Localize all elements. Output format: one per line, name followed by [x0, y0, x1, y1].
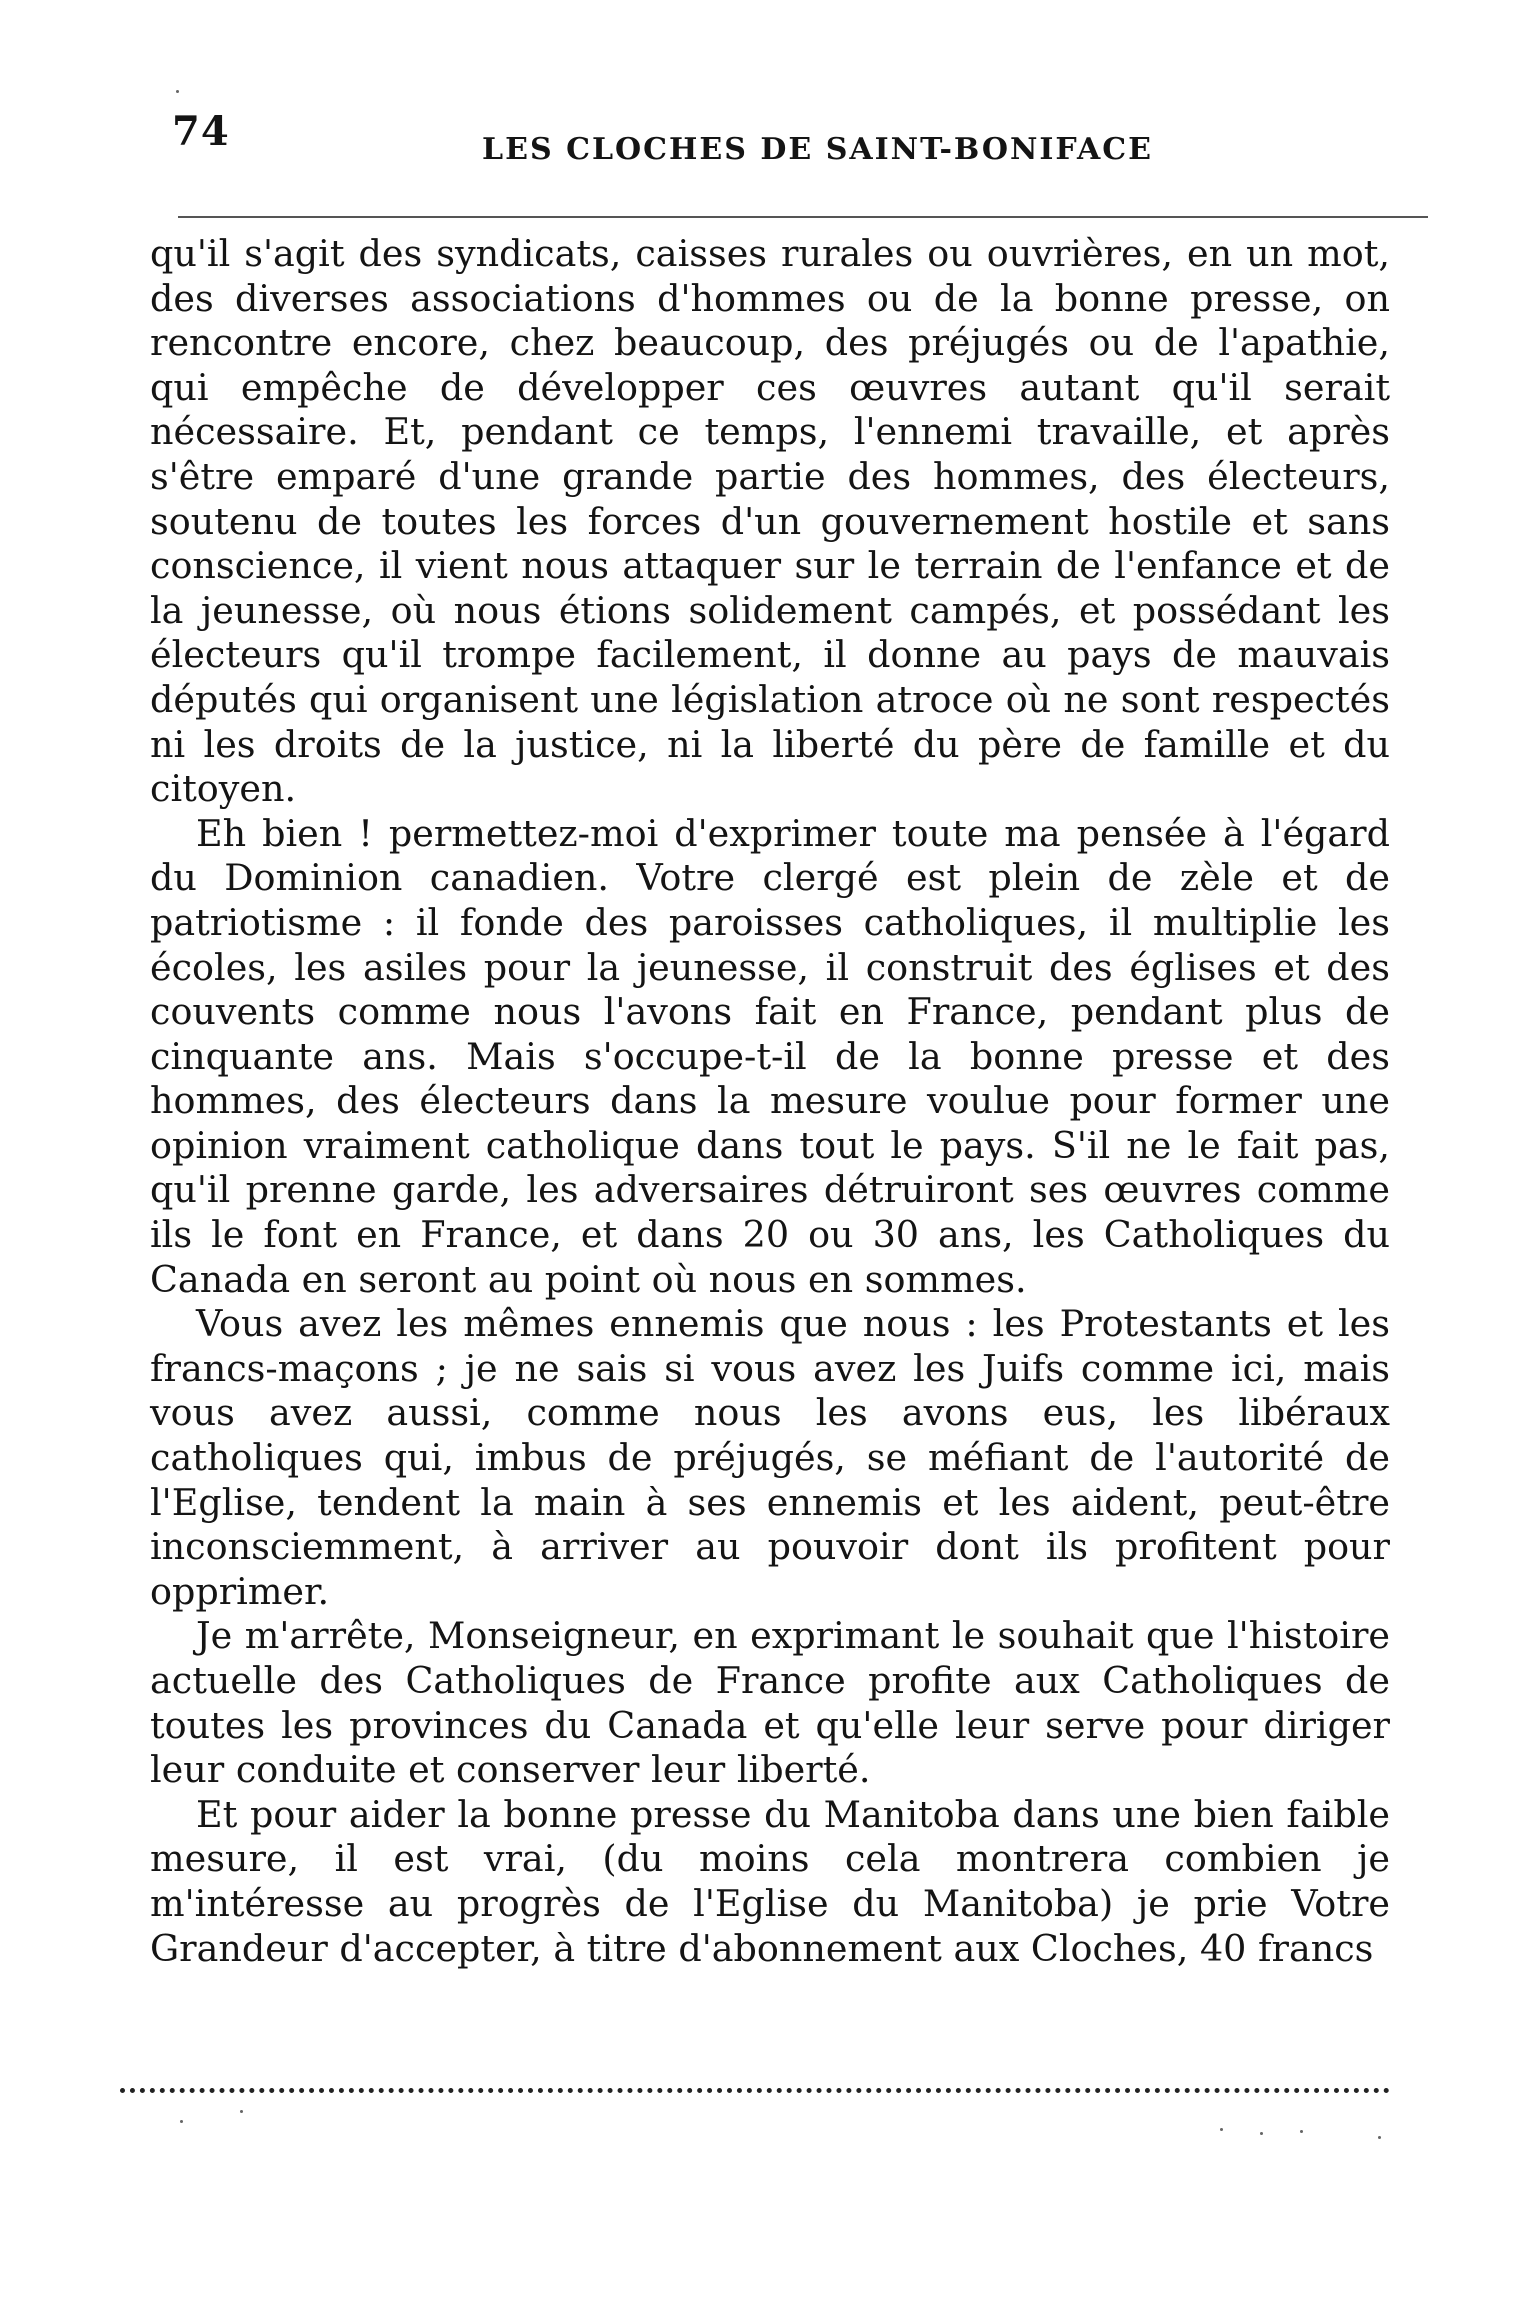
print-speck: [180, 2120, 183, 2123]
paragraph-2: Eh bien ! permettez-moi d'exprimer toute ma pensée à l'égard du Dominion canadien. Votre clergé est plein de zèle et de patriotisme : il fonde des paroisses catholiques, il multiplie les écoles, les asiles pour la jeunesse, il construit des églises et des couvents comme nous l'avons fait en France, pendant plus de cinquante ans. Mais s'occupe-t-il de la bonne presse et des hommes, des électeurs dans la mesure voulue pour former une opinion vraiment catholique dans tout le pays. S'il ne le fait pas, qu'il prenne garde, les adversaires détruiront ses œuvres comme ils le font en France, et dans 20 ou 30 ans, les Catholiques du Canada en seront au point où nous en sommes.: [150, 811, 1390, 1301]
print-speck: [1220, 2128, 1223, 2131]
paragraph-3: Vous avez les mêmes ennemis que nous : les Protestants et les francs-maçons ; je ne sais si vous avez les Juifs comme ici, mais vous avez aussi, comme nous les avons eus, les libéraux catholiques qui, imbus de préjugés, se méfiant de l'autorité de l'Eglise, tendent la main à ses ennemis et les aident, peut-être inconsciemment, à arriver au pouvoir dont ils profitent pour opprimer.: [150, 1302, 1390, 1613]
header-rule: [178, 216, 1428, 218]
print-speck: [1260, 2132, 1263, 2135]
print-speck: [1300, 2130, 1303, 2133]
page-number: 74: [172, 108, 230, 155]
print-speck: [240, 2110, 243, 2113]
body-text: [150, 232, 1390, 1971]
paragraph-5: Et pour aider la bonne presse du Manitoba dans une bien faible mesure, il est vrai, (du moins cela montrera combien je m'intéresse au progrès de l'Eglise du Manitoba) je prie Votre Grandeur d'accepter, à titre d'abonnement aux Cloches, 40 francs: [150, 1792, 1390, 1970]
print-speck: [176, 90, 179, 93]
dotted-rule: [120, 2088, 1390, 2093]
running-title: LES CLOCHES DE SAINT-BONIFACE: [482, 132, 1153, 167]
page-header: [172, 108, 1432, 188]
paragraph-1: qu'il s'agit des syndicats, caisses rurales ou ouvrières, en un mot, des diverses associations d'hommes ou de la bonne presse, on rencontre encore, chez beaucoup, des préjugés ou de l'apathie, qui empêche de développer ces œuvres autant qu'il serait nécessaire. Et, pendant ce temps, l'ennemi travaille, et après s'être emparé d'une grande partie des hommes, des électeurs, soutenu de toutes les forces d'un gouvernement hostile et sans conscience, il vient nous attaquer sur le terrain de l'enfance et de la jeunesse, où nous étions solidement campés, et possédant les électeurs qu'il trompe facilement, il donne au pays de mauvais députés qui organisent une législation atroce où ne sont respectés ni les droits de la justice, ni la liberté du père de famille et du citoyen.: [150, 232, 1390, 811]
paragraph-4: Je m'arrête, Monseigneur, en exprimant le souhait que l'histoire actuelle des Catholiques de France profite aux Catholiques de toutes les provinces du Canada et qu'elle leur serve pour diriger leur conduite et conserver leur liberté.: [150, 1614, 1390, 1792]
dotted-closing-line: [120, 2080, 1390, 2110]
print-speck: [1378, 2136, 1381, 2139]
